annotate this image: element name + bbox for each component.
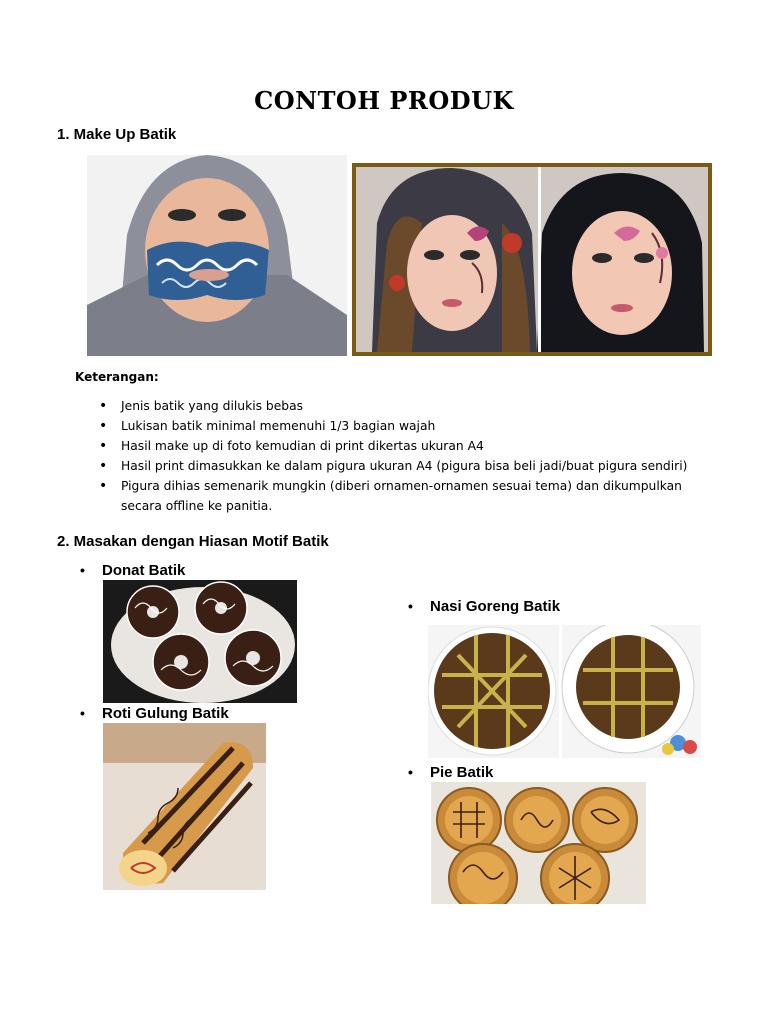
roti-gulung-batik-photo — [103, 723, 266, 890]
section-heading-masakan: 2. Masakan dengan Hiasan Motif Batik — [57, 533, 329, 550]
item-label-donat: • Donat Batik — [80, 562, 186, 579]
donat-batik-photo — [103, 580, 297, 703]
list-item: • Jenis batik yang dilukis bebas — [99, 396, 699, 416]
bullet-icon: • — [80, 705, 85, 721]
list-item: • Hasil make up di foto kemudian di print dikertas ukuran A4 — [99, 436, 699, 456]
notes-list — [99, 396, 699, 516]
page-title: CONTOH PRODUK — [254, 86, 514, 115]
bullet-icon: • — [408, 764, 413, 780]
list-item: • Hasil print dimasukkan ke dalam pigura ukuran A4 (pigura bisa beli jadi/buat pigura sendiri) — [99, 456, 699, 476]
section-heading-makeup: 1. Make Up Batik — [57, 126, 177, 143]
item-label-pie: • Pie Batik — [408, 764, 494, 781]
makeup-batik-photo-2 — [352, 163, 712, 356]
list-item: • Pigura dihias semenarik mungkin (diberi ornamen-ornamen sesuai tema) dan dikumpulkan secara offline ke panitia. — [99, 476, 699, 516]
item-label-roti: • Roti Gulung Batik — [80, 705, 229, 722]
list-item: • Lukisan batik minimal memenuhi 1/3 bagian wajah — [99, 416, 699, 436]
makeup-batik-photo-1 — [87, 155, 347, 356]
nasi-goreng-batik-photo — [428, 625, 701, 758]
pie-batik-photo — [431, 782, 646, 904]
bullet-icon: • — [408, 598, 413, 614]
bullet-icon: • — [80, 562, 85, 578]
item-label-nasi-goreng: • Nasi Goreng Batik — [408, 598, 561, 615]
notes-label: Keterangan: — [75, 370, 159, 384]
